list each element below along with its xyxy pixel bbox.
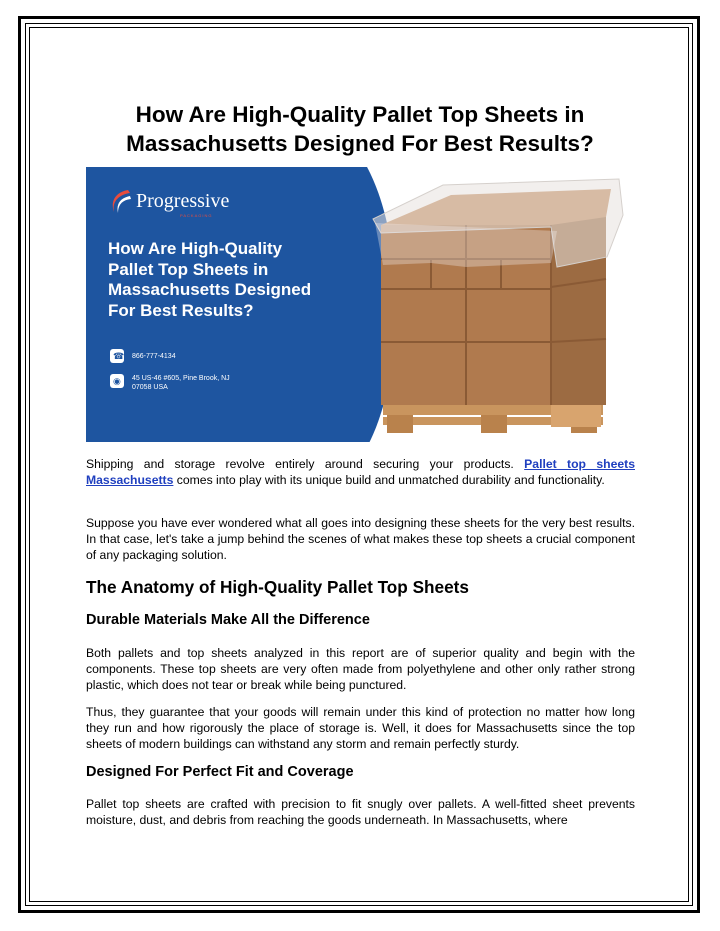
location-pin-icon: ◉ (110, 374, 124, 388)
phone-icon: ☎ (110, 349, 124, 363)
paragraph-3: Both pallets and top sheets analyzed in this report are of superior quality and begin with the components. These top sheets are very often made from polyethylene and other only rather strong plastic, which does not tear or break while being punctured. (86, 646, 635, 692)
intro-text-end: comes into play with its unique build and unmatched durability and functionality. (173, 473, 605, 487)
phone-text: 866-777-4134 (132, 353, 176, 360)
contact-phone (110, 349, 176, 363)
page-title: How Are High-Quality Pallet Top Sheets in Massachusetts Designed For Best Results? (126, 102, 594, 156)
paragraph-5: Pallet top sheets are crafted with precision to fit snugly over pallets. A well-fitted sheet prevents moisture, dust, and debris from reaching the goods underneath. In Massachusetts, where (86, 797, 635, 827)
company-logo (108, 187, 229, 215)
logo-swoosh-icon (108, 187, 132, 215)
address-text: 45 US-46 #605, Pine Brook, NJ 07058 USA (132, 375, 230, 391)
section-heading: The Anatomy of High-Quality Pallet Top Sheets (86, 577, 469, 597)
contact-address (110, 374, 230, 392)
paragraph-2: Suppose you have ever wondered what all goes into designing these sheets for the very best results. In that case, let's take a jump behind the scenes of what makes these top sheets a crucial component of any packaging solution. (86, 516, 635, 562)
hero-image (86, 167, 635, 442)
intro-text-start: Shipping and storage revolve entirely around securing your products. (86, 457, 525, 471)
hero-headline: How Are High-Quality Pallet Top Sheets in Massachusetts Designed For Best Results? (108, 239, 312, 320)
pallet-boxes-illustration (371, 167, 635, 442)
logo-text: Progressive (136, 189, 230, 212)
logo-subtext: PACKAGING (180, 213, 213, 218)
intro-paragraph (86, 456, 635, 488)
subheading-fit-coverage: Designed For Perfect Fit and Coverage (86, 764, 354, 780)
paragraph-4: Thus, they guarantee that your goods will remain under this kind of protection no matter how long they run and how rigorously the place of storage is. Well, it does for Massachusetts since the top sheets of modern buildings can withstand any storm and remain perfectly sturdy. (86, 705, 635, 751)
pallet-top-sheets-link[interactable]: Pallet top sheets Massachusetts (86, 457, 635, 487)
subheading-durable-materials: Durable Materials Make All the Difference (86, 612, 370, 628)
